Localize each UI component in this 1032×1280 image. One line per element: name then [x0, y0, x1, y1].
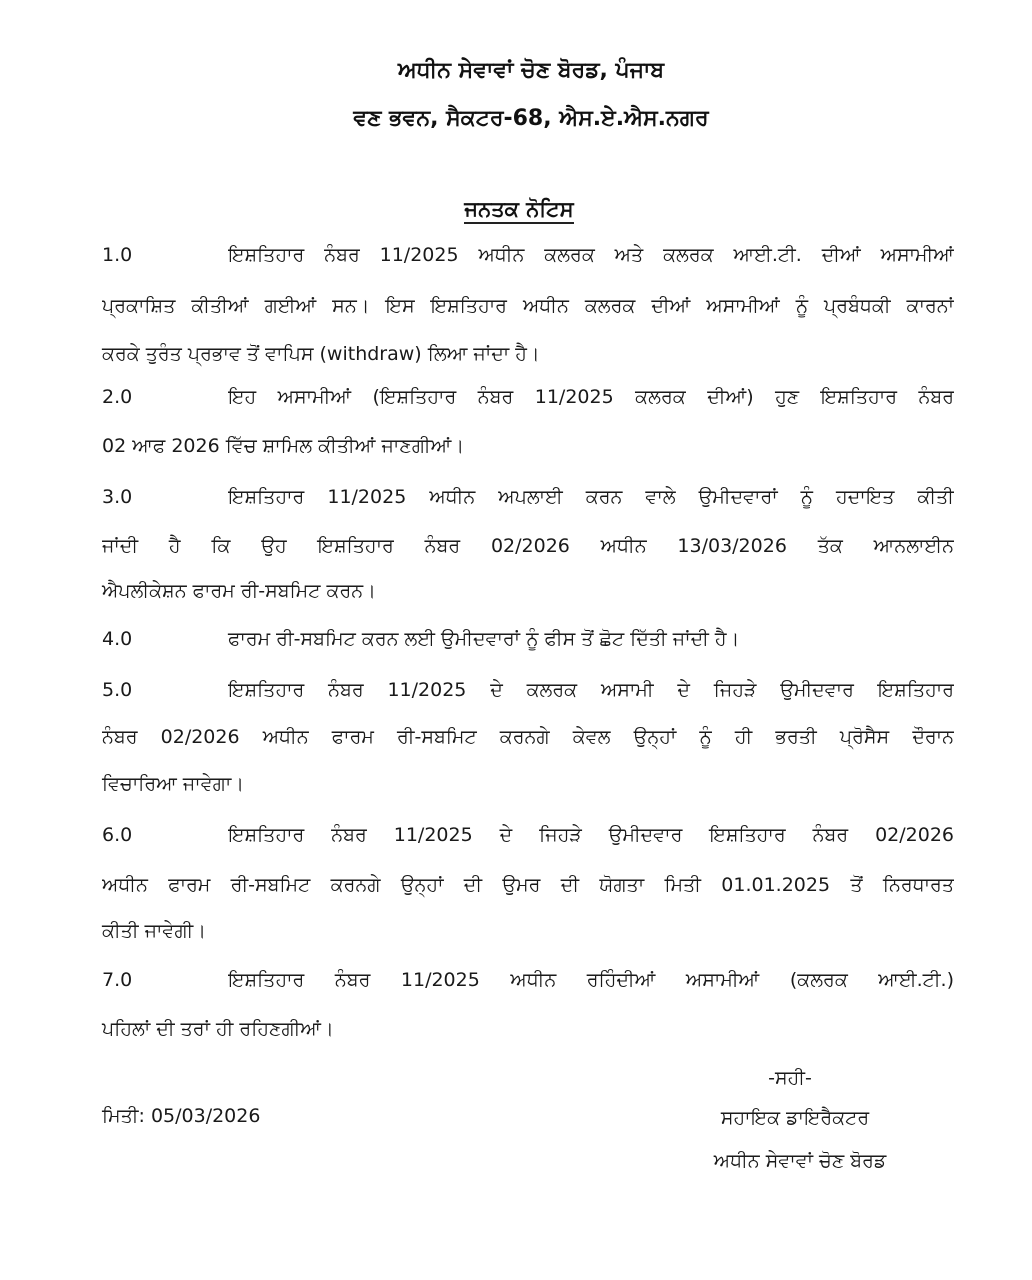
- paragraph-number: 3.0: [102, 486, 133, 508]
- board-name-heading: ਅਧੀਨ ਸੇਵਾਵਾਂ ਚੋਣ ਬੋਰਡ, ਪੰਜਾਬ: [397, 58, 665, 83]
- paragraph-line: ਐਪਲੀਕੇਸ਼ਨ ਫਾਰਮ ਰੀ-ਸਬਮਿਟ ਕਰਨ।: [102, 580, 376, 602]
- paragraph-line: ਪਹਿਲਾਂ ਦੀ ਤਰਾਂ ਹੀ ਰਹਿਣਗੀਆਂ।: [102, 1018, 334, 1040]
- board-address-heading: ਵਣ ਭਵਨ, ਸੈਕਟਰ-68, ਐਸ.ਏ.ਐਸ.ਨਗਰ: [353, 106, 709, 131]
- paragraph-line: ਇਸ਼ਤਿਹਾਰ ਨੰਬਰ 11/2025 ਅਧੀਨ ਕਲਰਕ ਅਤੇ ਕਲਰਕ ਆਈ.ਟੀ. ਦੀਆਂ ਅਸਾਮੀਆਂ: [228, 244, 954, 266]
- notice-title: [0, 197, 1032, 222]
- paragraph-line: ਪ੍ਰਕਾਸ਼ਿਤ ਕੀਤੀਆਂ ਗਈਆਂ ਸਨ। ਇਸ ਇਸ਼ਤਿਹਾਰ ਅਧੀਨ ਕਲਰਕ ਦੀਆਂ ਅਸਾਮੀਆਂ ਨੂੰ ਪ੍ਰਬੰਧਕੀ ਕਾਰਨਾਂ: [102, 295, 954, 317]
- paragraph-line: ਜਾਂਦੀ ਹੈ ਕਿ ਉਹ ਇਸ਼ਤਿਹਾਰ ਨੰਬਰ 02/2026 ਅਧੀਨ 13/03/2026 ਤੱਕ ਆਨਲਾਈਨ: [102, 535, 954, 557]
- paragraph-number: 7.0: [102, 969, 133, 991]
- paragraph-number: 2.0: [102, 386, 133, 408]
- paragraph-line: ਇਹ ਅਸਾਮੀਆਂ (ਇਸ਼ਤਿਹਾਰ ਨੰਬਰ 11/2025 ਕਲਰਕ ਦੀਆਂ) ਹੁਣ ਇਸ਼ਤਿਹਾਰ ਨੰਬਰ: [228, 386, 954, 408]
- paragraph-line: ਫਾਰਮ ਰੀ-ਸਬਮਿਟ ਕਰਨ ਲਈ ਉਮੀਦਵਾਰਾਂ ਨੂੰ ਫੀਸ ਤੋਂ ਛੋਟ ਦਿੱਤੀ ਜਾਂਦੀ ਹੈ।: [228, 628, 740, 650]
- notice-title-text: ਜਨਤਕ ਨੋਟਿਸ: [464, 197, 573, 224]
- paragraph-line: ਵਿਚਾਰਿਆ ਜਾਵੇਗਾ।: [102, 773, 245, 795]
- paragraph-line: ਕੀਤੀ ਜਾਵੇਗੀ।: [102, 920, 207, 942]
- paragraph-line: ਅਧੀਨ ਫਾਰਮ ਰੀ-ਸਬਮਿਟ ਕਰਨਗੇ ਉਨ੍ਹਾਂ ਦੀ ਉਮਰ ਦੀ ਯੋਗਤਾ ਮਿਤੀ 01.01.2025 ਤੋਂ ਨਿਰਧਾਰਤ: [102, 874, 954, 896]
- paragraph-line: ਇਸ਼ਤਿਹਾਰ ਨੰਬਰ 11/2025 ਅਧੀਨ ਰਹਿੰਦੀਆਂ ਅਸਾਮੀਆਂ (ਕਲਰਕ ਆਈ.ਟੀ.): [228, 969, 954, 991]
- signed-mark: -ਸਹੀ-: [768, 1067, 812, 1089]
- paragraph-number: 1.0: [102, 244, 133, 266]
- paragraph-line: ਇਸ਼ਤਿਹਾਰ ਨੰਬਰ 11/2025 ਦੇ ਕਲਰਕ ਅਸਾਮੀ ਦੇ ਜਿਹੜੇ ਉਮੀਦਵਾਰ ਇਸ਼ਤਿਹਾਰ: [228, 679, 954, 701]
- paragraph-line: 02 ਆਫ 2026 ਵਿੱਚ ਸ਼ਾਮਿਲ ਕੀਤੀਆਂ ਜਾਣਗੀਆਂ।: [102, 435, 465, 457]
- paragraph-line: ਕਰਕੇ ਤੁਰੰਤ ਪ੍ਰਭਾਵ ਤੋਂ ਵਾਪਿਸ (withdraw) ਲਿਆ ਜਾਂਦਾ ਹੈ।: [102, 343, 540, 365]
- paragraph-line: ਨੰਬਰ 02/2026 ਅਧੀਨ ਫਾਰਮ ਰੀ-ਸਬਮਿਟ ਕਰਨਗੇ ਕੇਵਲ ਉਨ੍ਹਾਂ ਨੂੰ ਹੀ ਭਰਤੀ ਪ੍ਰੋਸੈਸ ਦੌਰਾਨ: [102, 726, 954, 748]
- notice-date: ਮਿਤੀ: 05/03/2026: [102, 1105, 261, 1127]
- signatory-organization: ਅਧੀਨ ਸੇਵਾਵਾਂ ਚੋਣ ਬੋਰਡ: [713, 1150, 887, 1172]
- paragraph-number: 4.0: [102, 628, 133, 650]
- signatory-designation: ਸਹਾਇਕ ਡਾਇਰੈਕਟਰ: [720, 1107, 870, 1129]
- paragraph-number: 6.0: [102, 824, 133, 846]
- paragraph-number: 5.0: [102, 679, 133, 701]
- paragraph-line: ਇਸ਼ਤਿਹਾਰ ਨੰਬਰ 11/2025 ਦੇ ਜਿਹੜੇ ਉਮੀਦਵਾਰ ਇਸ਼ਤਿਹਾਰ ਨੰਬਰ 02/2026: [228, 824, 954, 846]
- paragraph-line: ਇਸ਼ਤਿਹਾਰ 11/2025 ਅਧੀਨ ਅਪਲਾਈ ਕਰਨ ਵਾਲੇ ਉਮੀਦਵਾਰਾਂ ਨੂੰ ਹਦਾਇਤ ਕੀਤੀ: [228, 486, 954, 508]
